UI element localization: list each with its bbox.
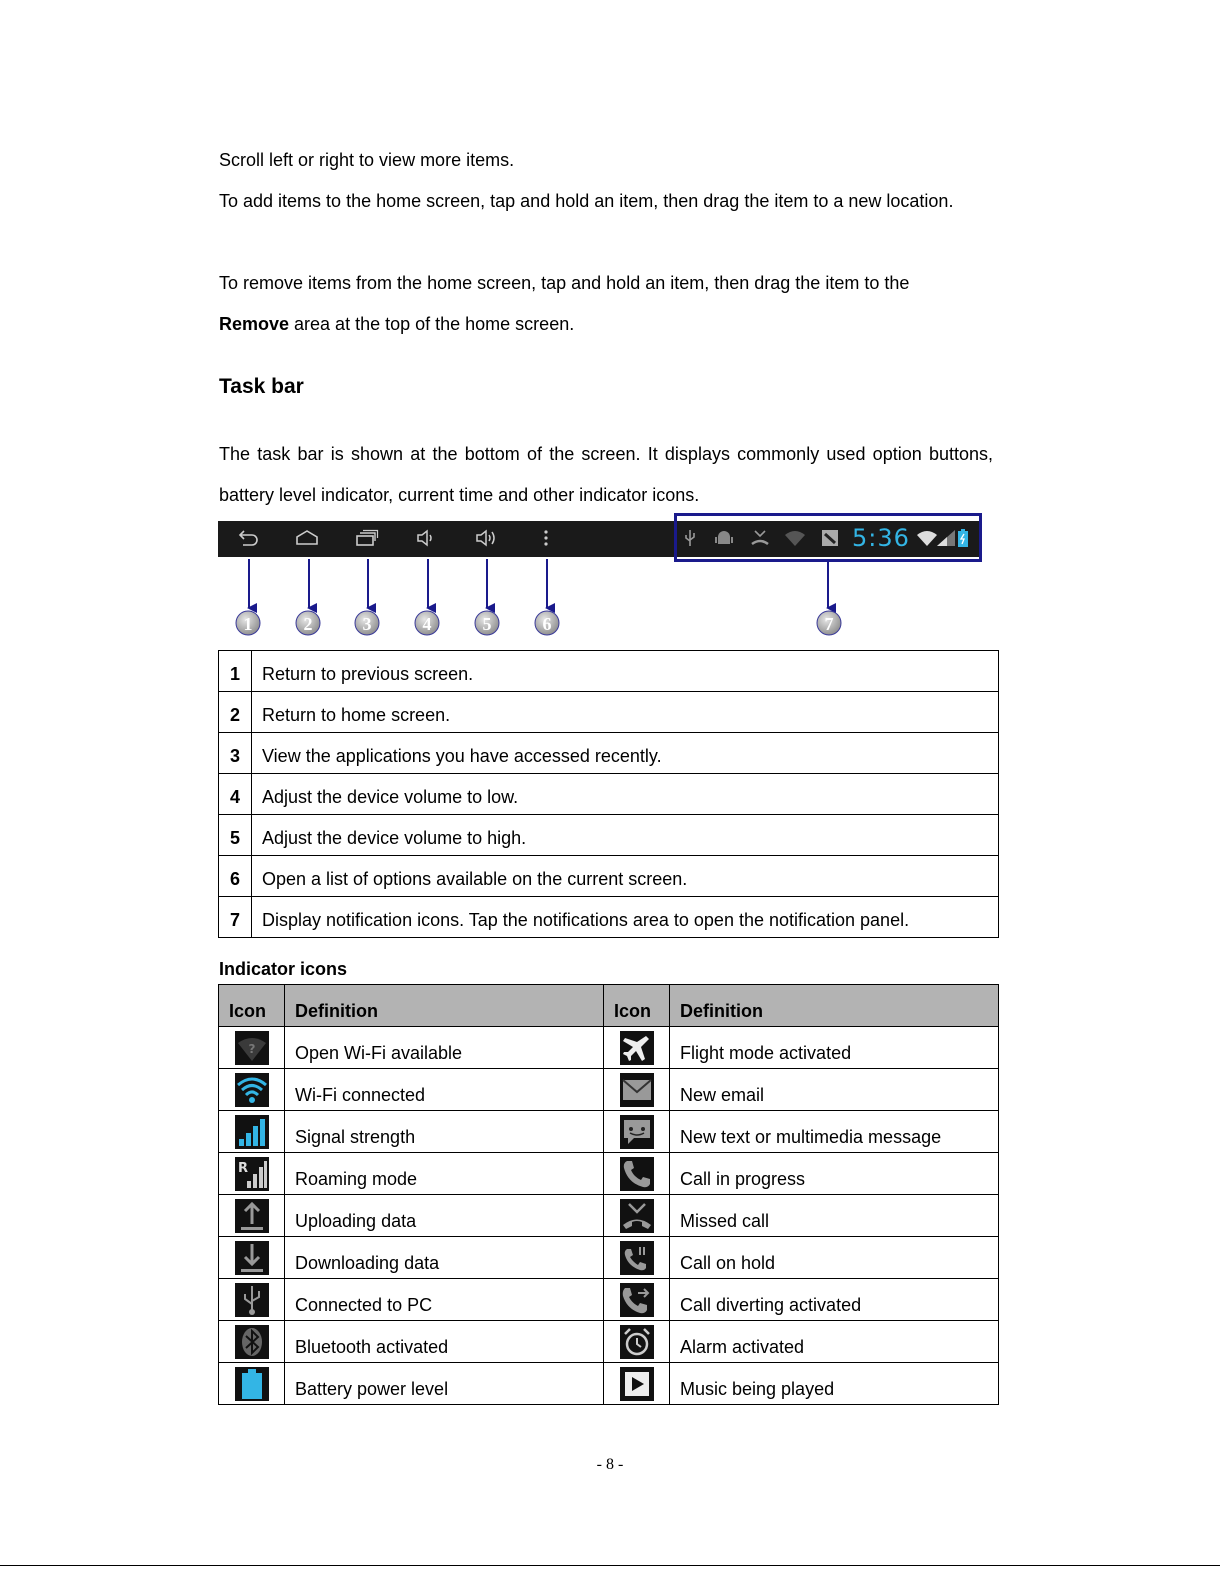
table-row [219,856,999,897]
callout-circle-7 [817,611,841,635]
column-header-definition: Definition [285,985,604,1027]
svg-text:R: R [237,1160,248,1176]
table-row [219,1111,999,1153]
indicator-definition: Call on hold [670,1237,999,1279]
indicator-definition: Flight mode activated [670,1027,999,1069]
indicator-icons-table [218,984,999,1405]
page-number: - 8 - [596,1456,624,1473]
table-row [219,1069,999,1111]
table-row [219,1153,999,1195]
svg-text:?: ? [248,1041,255,1056]
indicator-definition: Downloading data [285,1237,604,1279]
bluetooth-icon [235,1325,269,1359]
intro-paragraph-2: To add items to the home screen, tap and hold an item, then drag the item to a new location. [219,191,954,211]
svg-text:7: 7 [824,614,834,634]
legend-number: 5 [219,815,252,856]
table-header-row [219,985,999,1027]
svg-text:3: 3 [362,614,372,634]
paragraph-3-text-a: To remove items from the home screen, tap and hold an item, then drag the item to the [219,273,910,293]
column-header-definition: Definition [670,985,999,1027]
table-row [219,1027,999,1069]
svg-text:1: 1 [243,614,253,634]
legend-text: Return to previous screen. [252,651,999,692]
taskbar-legend-table [218,650,999,938]
svg-text:5: 5 [482,614,492,634]
callout-circle-3 [355,611,379,635]
svg-text:6: 6 [542,614,552,634]
legend-number: 3 [219,733,252,774]
alarm-icon [620,1325,654,1359]
battery-icon [235,1367,269,1401]
table-row [219,1279,999,1321]
indicator-definition: New email [670,1069,999,1111]
table-row [219,774,999,815]
svg-text:2: 2 [303,614,313,634]
email-icon [620,1073,654,1107]
indicator-icons-heading: Indicator icons [219,959,348,979]
callout-circle-6 [535,611,559,635]
call-icon [620,1157,654,1191]
indicator-definition: Wi-Fi connected [285,1069,604,1111]
taskbar-clock: 5:36 [852,524,910,552]
signal-strength-icon [235,1115,269,1149]
legend-number: 7 [219,897,252,938]
indicator-definition: Alarm activated [670,1321,999,1363]
indicator-definition: Music being played [670,1363,999,1405]
paragraph-3-text-b: area at the top of the home screen. [289,314,575,334]
callout-circle-1 [236,611,260,635]
indicator-definition: Call in progress [670,1153,999,1195]
call-hold-icon [620,1241,654,1275]
table-row [219,1363,999,1405]
table-row [219,733,999,774]
legend-text: Adjust the device volume to high. [252,815,999,856]
callout-circle-2 [296,611,320,635]
table-row [219,815,999,856]
legend-number: 1 [219,651,252,692]
legend-text: Adjust the device volume to low. [252,774,999,815]
missed-call-icon [620,1199,654,1233]
legend-text: Display notification icons. Tap the notifications area to open the notification panel. [252,897,999,938]
callout-arrows [0,0,1220,650]
taskbar-description: The task bar is shown at the bottom of the screen. It displays commonly used option buttons, battery level indicator, current time and other indicator icons. [219,444,993,505]
indicator-definition: Connected to PC [285,1279,604,1321]
roaming-icon [235,1157,269,1191]
upload-icon [235,1199,269,1233]
indicator-definition: Call diverting activated [670,1279,999,1321]
airplane-icon [620,1031,654,1065]
wifi-connected-icon [235,1073,269,1107]
legend-number: 2 [219,692,252,733]
indicator-definition: Roaming mode [285,1153,604,1195]
indicator-definition: Missed call [670,1195,999,1237]
legend-number: 6 [219,856,252,897]
legend-number: 4 [219,774,252,815]
wifi-open-icon [235,1031,269,1065]
call-divert-icon [620,1283,654,1317]
intro-paragraph-1: Scroll left or right to view more items. [219,150,515,170]
svg-text:4: 4 [422,614,432,634]
music-icon [620,1367,654,1401]
indicator-definition: Battery power level [285,1363,604,1405]
message-icon [620,1115,654,1149]
table-row [219,692,999,733]
table-row [219,651,999,692]
table-row [219,1321,999,1363]
table-row [219,1237,999,1279]
column-header-icon: Icon [604,985,670,1027]
table-row [219,897,999,938]
column-header-icon: Icon [219,985,285,1027]
indicator-definition: Bluetooth activated [285,1321,604,1363]
indicator-definition: Open Wi-Fi available [285,1027,604,1069]
page-bottom-rule [0,1565,1220,1566]
indicator-definition: Uploading data [285,1195,604,1237]
legend-text: Open a list of options available on the current screen. [252,856,999,897]
indicator-definition: Signal strength [285,1111,604,1153]
legend-text: Return to home screen. [252,692,999,733]
callout-circle-5 [475,611,499,635]
taskbar-heading: Task bar [219,375,304,398]
table-row [219,1195,999,1237]
download-icon [235,1241,269,1275]
indicator-definition: New text or multimedia message [670,1111,999,1153]
callout-circle-4 [415,611,439,635]
legend-text: View the applications you have accessed recently. [252,733,999,774]
remove-keyword: Remove [219,314,290,334]
usb-icon [235,1283,269,1317]
